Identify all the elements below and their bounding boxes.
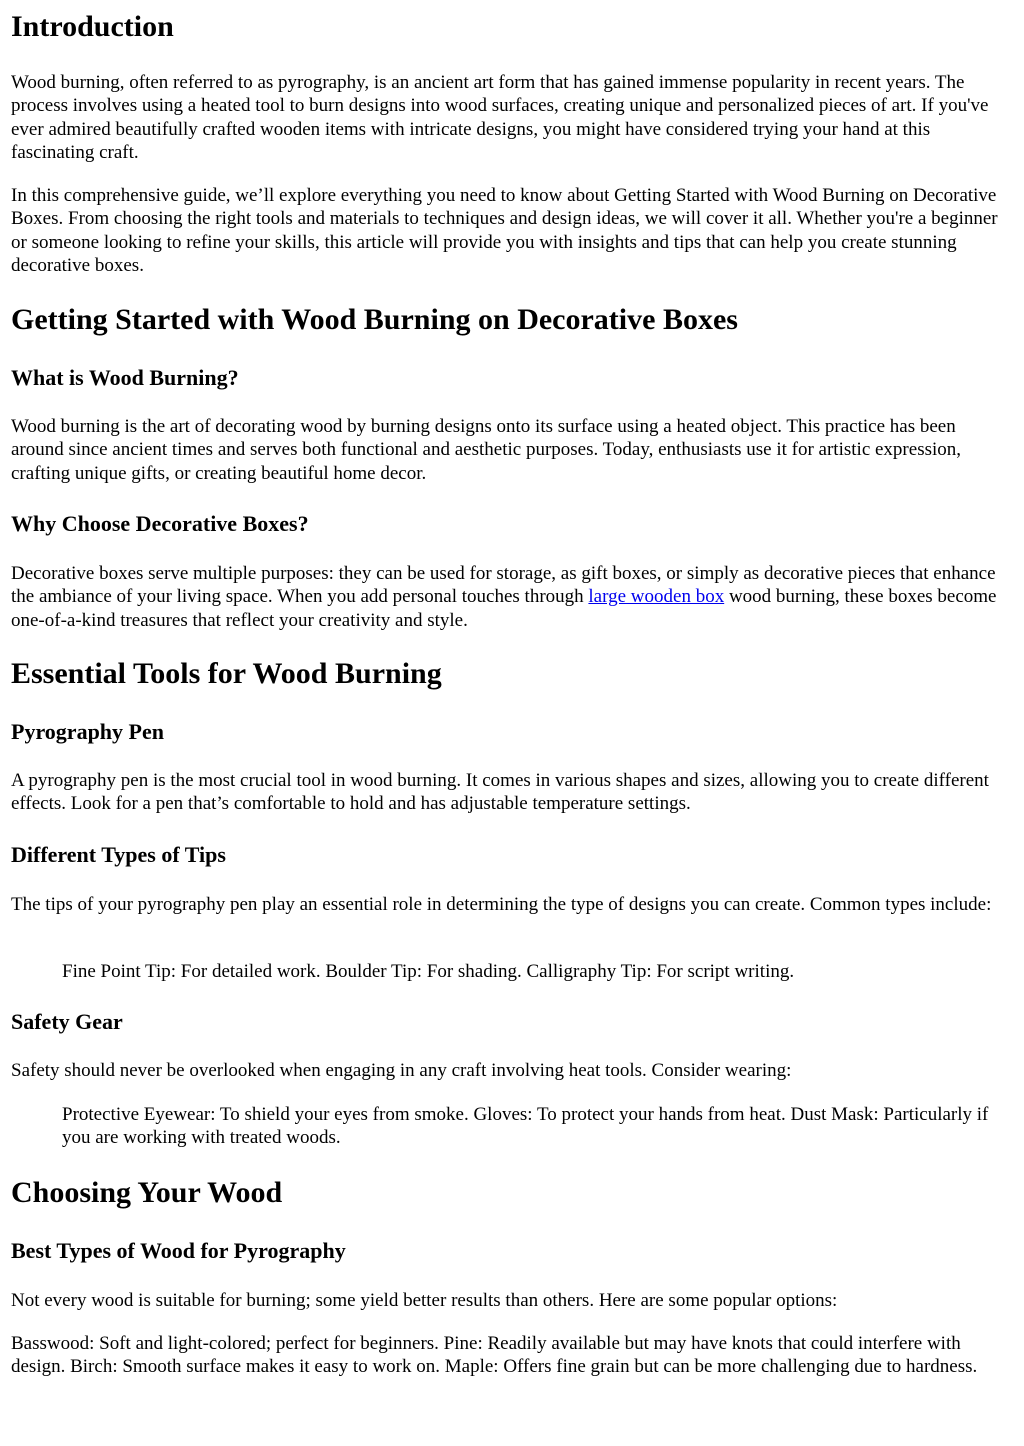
- heading-why-choose-boxes: Why Choose Decorative Boxes?: [11, 511, 309, 536]
- large-wooden-box-link[interactable]: large wooden box: [588, 586, 725, 608]
- heading-what-is-wood-burning: What is Wood Burning?: [11, 365, 239, 390]
- best-wood-paragraph: Not every wood is suitable for burning; some yield better results than others. Here are some popular options:: [11, 1290, 838, 1311]
- intro-paragraph-2: In this comprehensive guide, we’ll explore everything you need to know about Getting Started with Wood Burning on Decorative Boxes. From choosing the right tools and materials to techniques and design ideas, we will cover it all. Whether you're a beginner or someone looking to refine your skills, this article will provide you with insights and tips that can help you create stunning decorative boxes.: [11, 185, 998, 276]
- intro-paragraph-1: Wood burning, often referred to as pyrography, is an ancient art form that has gained immense popularity in recent years. The process involves using a heated tool to burn designs into wood surfaces, creating unique and personalized pieces of art. If you've ever admired beautifully crafted wooden items with intricate designs, you might have considered trying your hand at this fascinating craft.: [11, 72, 989, 163]
- safety-paragraph: Safety should never be overlooked when engaging in any craft involving heat tools. Consider wearing:: [11, 1060, 792, 1081]
- heading-introduction: Introduction: [11, 10, 174, 43]
- heading-safety-gear: Safety Gear: [11, 1009, 123, 1034]
- tips-list: Fine Point Tip: For detailed work. Boulder Tip: For shading. Calligraphy Tip: For script writing.: [62, 961, 795, 982]
- why-paragraph: [11, 562, 1013, 632]
- why-text-after: wood burning, these boxes become one-of-a-kind treasures that reflect your creativity and style.: [11, 586, 997, 631]
- what-paragraph: Wood burning is the art of decorating wood by burning designs onto its surface using a heated object. This practice has been around since ancient times and serves both functional and aesthetic purposes. Today, enthusiasts use it for artistic expression, crafting unique gifts, or creating beautiful home decor.: [11, 416, 962, 484]
- why-text-before: Decorative boxes serve multiple purposes: they can be used for storage, as gift boxes, or simply as decorative pieces that enhance the ambiance of your living space. When you add personal touches through: [11, 563, 996, 608]
- safety-list: Protective Eyewear: To shield your eyes from smoke. Gloves: To protect your hands from heat. Dust Mask: Particularly if you are working with treated woods.: [62, 1104, 989, 1149]
- pen-paragraph: A pyrography pen is the most crucial tool in wood burning. It comes in various shapes and sizes, allowing you to create different effects. Look for a pen that’s comfortable to hold and has adjustable temperature settings.: [11, 770, 989, 815]
- tips-paragraph: The tips of your pyrography pen play an essential role in determining the type of designs you can create. Common types include:: [11, 894, 992, 915]
- heading-types-of-tips: Different Types of Tips: [11, 842, 226, 867]
- heading-choosing-wood: Choosing Your Wood: [11, 1176, 283, 1209]
- heading-pyrography-pen: Pyrography Pen: [11, 719, 164, 744]
- heading-essential-tools: Essential Tools for Wood Burning: [11, 657, 442, 690]
- best-wood-list: Basswood: Soft and light-colored; perfect for beginners. Pine: Readily available but may have knots that could interfere with design. Birch: Smooth surface makes it easy to work on. Maple: Offers fine grain but can be more challenging due to hardness.: [11, 1333, 978, 1378]
- heading-best-wood-types: Best Types of Wood for Pyrography: [11, 1238, 346, 1263]
- heading-getting-started: Getting Started with Wood Burning on Decorative Boxes: [11, 303, 738, 336]
